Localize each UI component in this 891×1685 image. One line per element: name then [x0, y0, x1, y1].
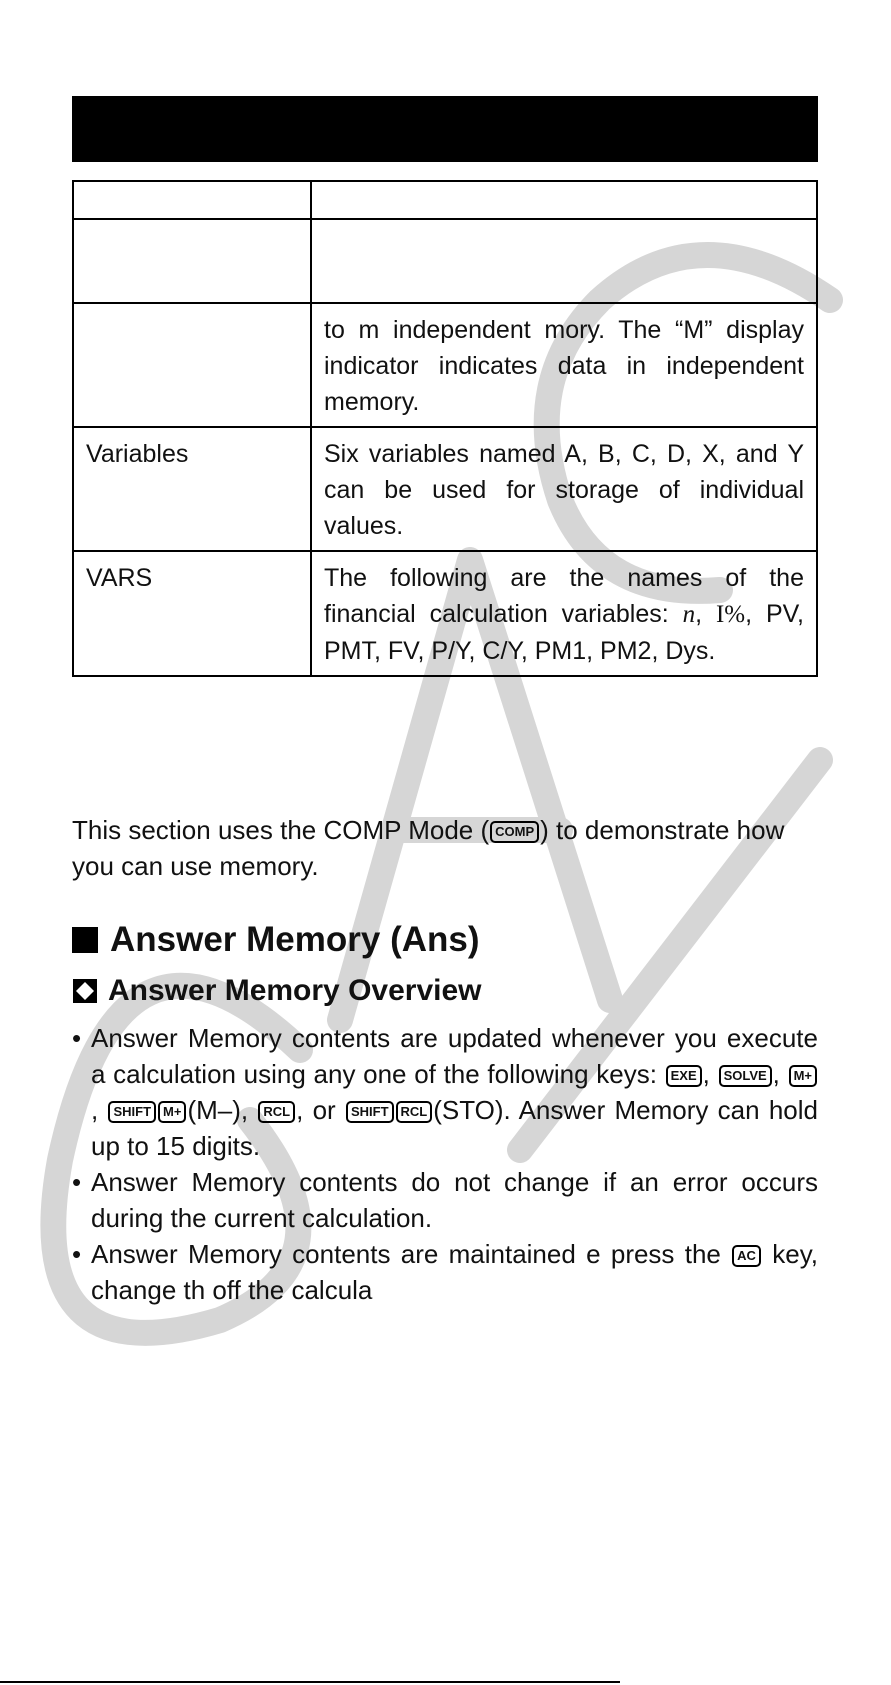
- rcl-key-icon: RCL: [396, 1101, 433, 1123]
- table-cell-name: [73, 303, 311, 427]
- memory-types-table: [72, 180, 818, 677]
- list-item: [72, 1236, 818, 1308]
- diamond-box-icon: [72, 978, 98, 1004]
- list-item: [72, 1020, 818, 1164]
- intro-text: This section uses the COMP Mode (: [72, 815, 490, 845]
- separator: ,: [772, 1059, 788, 1089]
- table-cell-description: [311, 181, 817, 219]
- list-item: [72, 1164, 818, 1236]
- m-plus-key-icon: M+: [158, 1101, 186, 1123]
- separator: ,: [702, 1059, 718, 1089]
- vars-text-a: The following are the names of the financial calculation variables:: [324, 564, 804, 628]
- section-heading-text: Answer Memory (Ans): [110, 920, 480, 959]
- bullet-text: (STO). Answer Memory can hold up to 15 digits.: [91, 1095, 818, 1161]
- ac-key-icon: AC: [732, 1245, 761, 1267]
- bullet-mark: •: [72, 1023, 82, 1053]
- table-cell-name: VARS: [73, 551, 311, 676]
- vars-sep: ,: [695, 600, 716, 628]
- table-cell-description: [311, 219, 817, 303]
- table-row: [73, 551, 817, 676]
- section-heading: [72, 920, 480, 960]
- page-bottom-rule: [0, 1681, 620, 1683]
- separator: , or: [296, 1095, 345, 1125]
- subsection-heading-text: Answer Memory Overview: [108, 974, 482, 1007]
- bullet-text: Answer Memory contents are maintained e press the: [91, 1239, 732, 1269]
- table-cell-name: [73, 219, 311, 303]
- table-row: [73, 303, 817, 427]
- var-n: n: [682, 601, 696, 628]
- subsection-heading: [72, 974, 482, 1008]
- table-row: [73, 219, 817, 303]
- table-cell-description: Six variables named A, B, C, D, X, and Y can be used for storage of individual values.: [311, 427, 817, 551]
- intro-text-end: ) to demonstrate how you can use memory.: [72, 815, 785, 881]
- table-cell-description: [311, 551, 817, 676]
- separator: ,: [91, 1095, 108, 1125]
- var-i-percent: I%: [715, 601, 746, 628]
- bullet-list: [72, 1020, 818, 1308]
- bullet-text: key, change th off the calcula: [91, 1239, 818, 1305]
- table-row: [73, 427, 817, 551]
- section-header-bar: [72, 96, 818, 162]
- table-cell-name: [73, 181, 311, 219]
- m-minus-text: (M–),: [187, 1095, 258, 1125]
- black-square-icon: [72, 927, 98, 953]
- bullet-text: Answer Memory contents are updated whenever you execute a calculation using any one of the following keys:: [91, 1023, 818, 1089]
- bullet-text: Answer Memory contents do not change if an error occurs during the current calculation.: [91, 1167, 818, 1233]
- intro-paragraph: [72, 812, 818, 884]
- table-row: [73, 181, 817, 219]
- shift-key-icon: SHIFT: [108, 1101, 156, 1123]
- table-cell-name: Variables: [73, 427, 311, 551]
- vars-text-b: , PV, PMT, FV, P/Y, C/Y, PM1, PM2, Dys.: [324, 600, 804, 665]
- shift-key-icon: SHIFT: [346, 1101, 394, 1123]
- bullet-mark: •: [72, 1239, 82, 1269]
- bullet-mark: •: [72, 1167, 82, 1197]
- solve-key-icon: SOLVE: [719, 1065, 772, 1087]
- rcl-key-icon: RCL: [258, 1101, 295, 1123]
- comp-key-icon: COMP: [490, 821, 539, 843]
- table-cell-description: to m independent mory. The “M” display indicator indicates data in independent memory.: [311, 303, 817, 427]
- m-plus-key-icon: M+: [789, 1065, 817, 1087]
- exe-key-icon: EXE: [666, 1065, 702, 1087]
